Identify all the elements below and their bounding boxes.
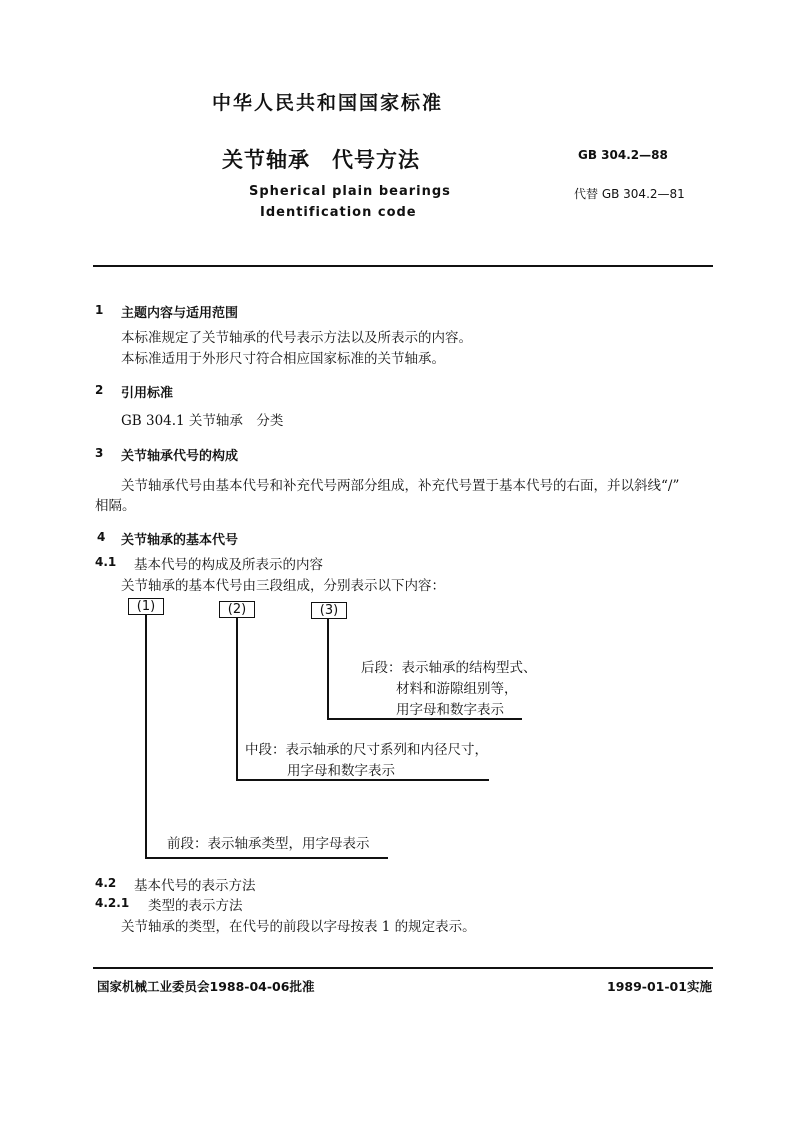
section-4-1-text: 关节轴承的基本代号由三段组成，分别表示以下内容： [121, 578, 445, 594]
rear-segment-line2: 材料和游隙组别等， [396, 681, 518, 697]
section-2-reference: GB 304.1 关节轴承 分类 [121, 413, 284, 429]
section-3-number: 3 [95, 446, 104, 460]
footer-rule [93, 967, 713, 969]
section-4-2-title: 基本代号的表示方法 [134, 878, 256, 894]
section-4-2-number: 4.2 [95, 876, 117, 890]
section-4-2-1-number: 4.2.1 [95, 896, 130, 910]
rear-segment-line1: 后段：表示轴承的结构型式、 [361, 660, 537, 676]
section-1-number: 1 [95, 303, 104, 317]
section-4-1-title: 基本代号的构成及所表示的内容 [134, 557, 323, 573]
mid-segment-line1: 中段：表示轴承的尺寸系列和内径尺寸， [245, 742, 488, 758]
segment-box-2: (2) [219, 601, 255, 618]
section-4-1-number: 4.1 [95, 555, 117, 569]
standard-number: GB 304.2—88 [578, 148, 668, 162]
front-leader-vertical [145, 615, 147, 858]
rear-segment-line3: 用字母和数字表示 [396, 702, 504, 718]
section-2-number: 2 [95, 383, 104, 397]
section-3-title: 关节轴承代号的构成 [121, 449, 239, 464]
approval-statement: 国家机械工业委员会1988-04-06批准 [97, 979, 315, 994]
section-4-2-1-text: 关节轴承的类型，在代号的前段以字母按表 1 的规定表示。 [121, 919, 476, 935]
rear-leader-vertical [327, 619, 329, 719]
section-1-paragraph-1: 本标准规定了关节轴承的代号表示方法以及所表示的内容。 [121, 330, 472, 346]
document-title-en-line1: Spherical plain bearings [249, 184, 451, 199]
section-3-paragraph-line1: 关节轴承代号由基本代号和补充代号两部分组成，补充代号置于基本代号的右面，并以斜线“/” [121, 478, 680, 494]
mid-leader-horizontal [236, 779, 489, 781]
section-4-number: 4 [97, 530, 106, 544]
segment-box-3: (3) [311, 602, 347, 619]
rear-leader-horizontal [327, 718, 522, 720]
national-standard-heading: 中华人民共和国国家标准 [212, 92, 444, 114]
mid-leader-vertical [236, 618, 238, 780]
section-4-title: 关节轴承的基本代号 [121, 533, 239, 548]
document-title-cn: 关节轴承 代号方法 [222, 148, 420, 172]
section-1-paragraph-2: 本标准适用于外形尺寸符合相应国家标准的关节轴承。 [121, 351, 445, 367]
front-leader-horizontal [145, 857, 388, 859]
document-title-en-line2: Identification code [260, 205, 417, 220]
replaces-standard: 代替 GB 304.2—81 [574, 187, 685, 201]
segment-box-1: (1) [128, 598, 164, 615]
header-rule [93, 265, 713, 267]
section-4-2-1-title: 类型的表示方法 [148, 898, 243, 914]
mid-segment-line2: 用字母和数字表示 [287, 763, 395, 779]
section-3-paragraph-line2: 相隔。 [95, 498, 136, 514]
front-segment-line1: 前段：表示轴承类型，用字母表示 [167, 836, 370, 852]
effective-date: 1989-01-01实施 [607, 979, 712, 994]
section-1-title: 主题内容与适用范围 [121, 306, 239, 321]
section-2-title: 引用标准 [121, 386, 174, 401]
